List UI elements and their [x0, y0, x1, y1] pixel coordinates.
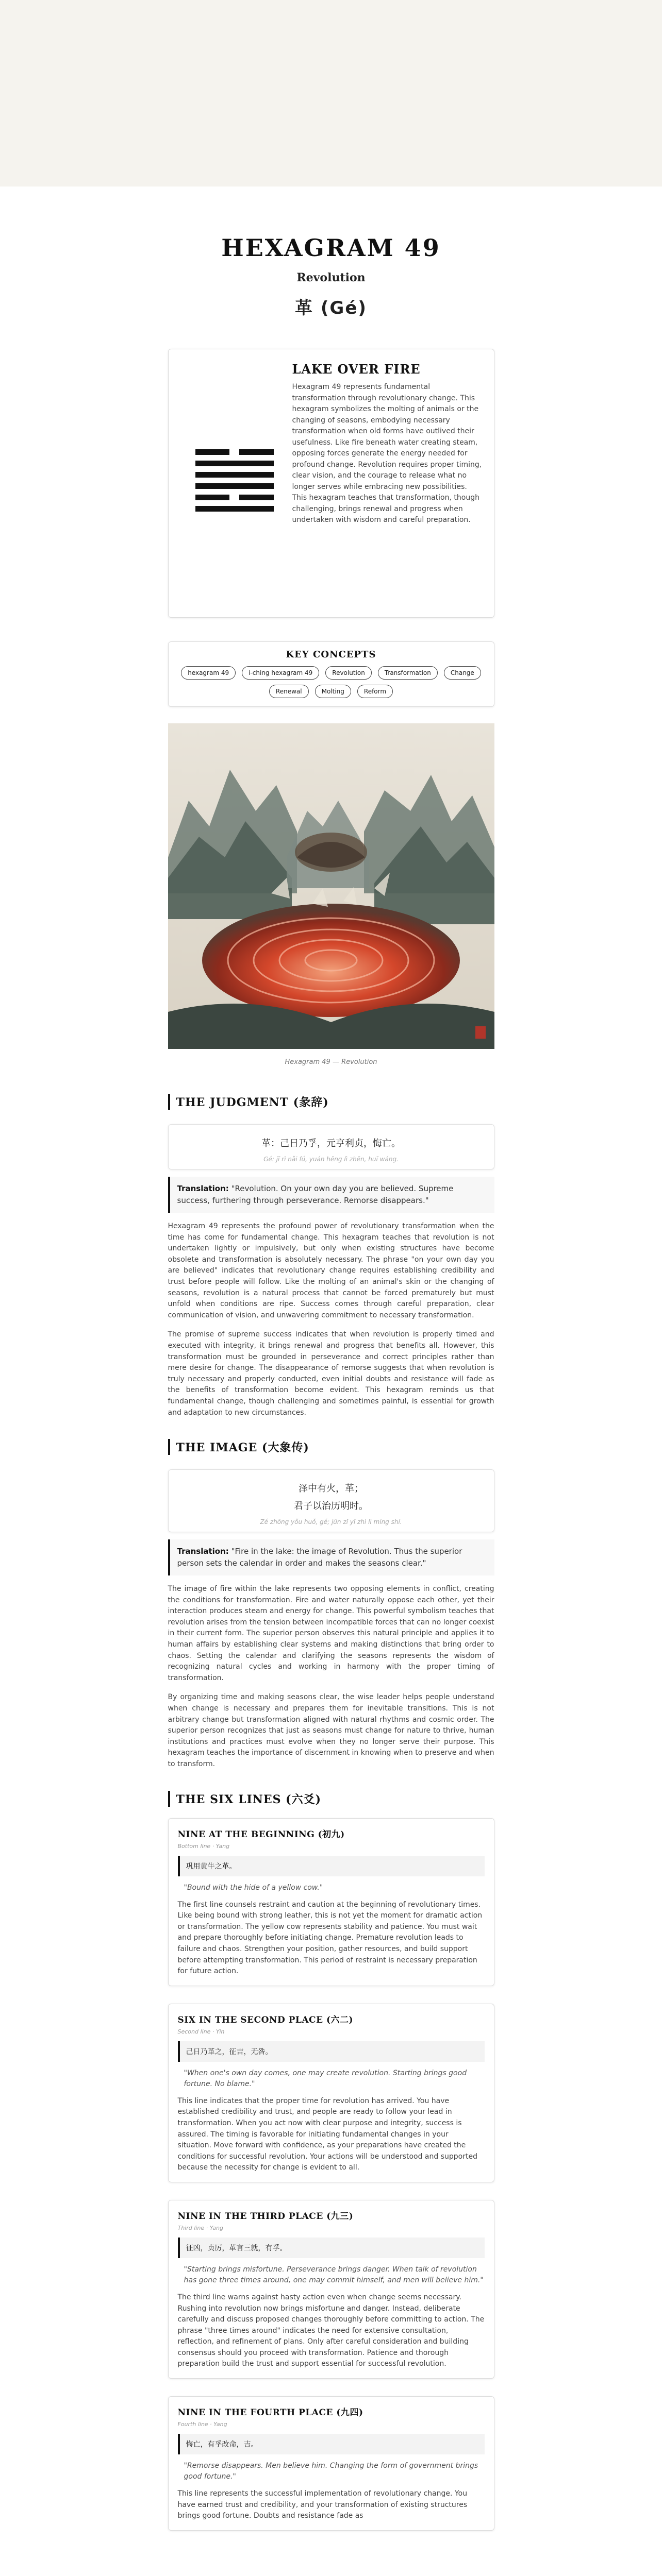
concept-tag[interactable]: Revolution [325, 666, 372, 680]
judgment-quote [168, 1124, 494, 1170]
hexagram-line-6 [195, 449, 274, 455]
trigram-card [168, 349, 494, 618]
image-paragraph: By organizing time and making seasons clear, the wise leader helps people understand when change is necessary and prepares them for inevitable transitions. This is not arbitrary change but transformation aligned with natural rhythms and cosmic order. The superior person recognizes that just as seasons must change for nature to thrive, human institutions and practices must evolve when they no longer serve their purpose. This hexagram teaches the importance of discernment in knowing when to preserve and when to transform. [168, 1693, 494, 1768]
concept-tag[interactable]: hexagram 49 [181, 666, 236, 680]
hexagram-illustration [168, 723, 494, 1049]
image-paragraph: The image of fire within the lake represents two opposing elements in conflict, creating the conditions for transformation. Fire and water naturally oppose each other, yet their interaction produces steam and energy for change. This powerful symbolism teaches that revolution arises from the tension between incompatible forces that can no longer coexist in their current form. The superior person observes this natural principle and applies it to human affairs by establishing clear systems and making distinctions that bring order to chaos. Setting the calendar and clarifying the seasons represents the wisdom of recognizing natural cycles and working in harmony with the proper timing of transformation. [168, 1585, 494, 1682]
line-card [168, 2004, 494, 2182]
image-chinese-line: 君子以治历明时。 [294, 1501, 368, 1512]
line-position: Second line · Yin [177, 2028, 225, 2035]
line-english: "Starting brings misfortune. Perseverance brings danger. When talk of revolution has gone three times around, one may commit himself, and men will believe him." [184, 2265, 484, 2284]
line-card [168, 1818, 494, 1986]
line-english: "When one's own day comes, one may create revolution. Starting brings good fortune. No blame." [184, 2069, 467, 2088]
line-english: "Bound with the hide of a yellow cow." [184, 1883, 323, 1892]
judgment-paragraph: The promise of supreme success indicates that when revolution is properly timed and executed with integrity, it brings renewal and progress that benefits all. However, this transformation must be grounded in perseverance and correct principles rather than mere desire for change. The disappearance of remorse suggests that when revolution is truly necessary and properly conducted, even initial doubts and resistance will fade as the benefits of transformation become evident. This hexagram reminds us that fundamental change, though challenging and sometimes painful, is essential for growth and adaptation to new circumstances. [168, 1330, 494, 1417]
page-subtitle: Revolution [296, 271, 366, 284]
key-concepts-title: KEY CONCEPTS [286, 649, 376, 660]
line-card [168, 2200, 494, 2379]
chinese-name: 革 (Gé) [295, 298, 367, 318]
concept-tag[interactable]: i-ching hexagram 49 [242, 666, 319, 680]
line-description: The first line counsels restraint and caution at the beginning of revolutionary times. Like being bound with strong leather, this is not yet the moment for dramatic action or transformation. The yellow cow represents stability and patience. You must wait and prepare thoroughly before initiating change. Premature revolution leads to failure and chaos. Strengthen your position, gather resources, and build support before attempting transformation. This period of restraint is necessary preparation for future action. [177, 1900, 483, 1976]
judgment-paragraph: Hexagram 49 represents the profound power of revolutionary transformation when the time has come for fundamental change. This hexagram teaches that revolution is not undertaken lightly or impulsively, but only when existing structures have become obsolete and transformation is absolutely necessary. The phrase "on your own day you are believed" indicates that revolutionary change requires establishing credibility and trust before people will follow. Like the molting of an animal's skin or the changing of seasons, revolution is a natural process that cannot be forced prematurely but must unfold when conditions are ripe. Success comes through careful preparation, clear communication of vision, and unwavering commitment to necessary transformation. [168, 1222, 494, 1319]
line-chinese: 征凶，贞厉，革言三就，有孚。 [178, 2238, 485, 2258]
trigram-description: Hexagram 49 represents fundamental transformation through revolutionary change. This hexagram symbolizes the molting of animals or the changing of seasons, embodying necessary transformation when old forms have outlived their usefulness. Like fire beneath water creating steam, opposing forces generate the energy needed for profound change. Revolution requires proper timing, clear vision, and the courage to release what no longer serves while embracing new possibilities. This hexagram teaches that transformation, though challenging, brings renewal and progress when undertaken with wisdom and careful preparation. [292, 383, 482, 524]
image-heading: THE IMAGE (大象传) [168, 1439, 494, 1455]
hexagram-line-5 [195, 461, 274, 466]
line-title: NINE AT THE BEGINNING (初九) [177, 1829, 345, 1840]
judgment-heading: THE JUDGMENT (彖辞) [168, 1094, 494, 1110]
top-banner [0, 0, 662, 187]
translation-label: Translation: [177, 1547, 229, 1556]
judgment-chinese: 革：己日乃孚，元亨利贞，悔亡。 [261, 1138, 401, 1149]
hexagram-symbol [180, 359, 289, 608]
line-chinese: 巩用黄牛之革。 [178, 1856, 485, 1876]
image-chinese-line: 泽中有火，革； [299, 1483, 363, 1495]
hexagram-line-1 [195, 506, 274, 512]
image-quote [168, 1469, 494, 1532]
hexagram-line-4 [195, 472, 274, 478]
key-concepts-card [168, 641, 494, 707]
translation-text: "Fire in the lake: the image of Revolution. Thus the superior person sets the calendar in order and makes the seasons clear." [177, 1547, 462, 1568]
six-lines-section [168, 1791, 494, 1807]
trigram-title: LAKE OVER FIRE [292, 362, 421, 377]
illustration-caption: Hexagram 49 — Revolution [285, 1058, 377, 1066]
concept-tag[interactable]: Molting [315, 685, 351, 698]
image-pinyin: Zé zhōng yǒu huǒ, gé; jūn zǐ yǐ zhì lì míng shí. [260, 1518, 402, 1526]
line-position: Bottom line · Yang [177, 1842, 230, 1850]
hexagram-line-2 [195, 495, 274, 500]
image-translation [168, 1539, 494, 1575]
translation-label: Translation: [177, 1184, 229, 1193]
judgment-section [168, 1094, 494, 1418]
translation-text: "Revolution. On your own day you are believed. Supreme success, furthering through perseverance. Remorse disappears." [177, 1184, 454, 1205]
line-card [168, 2396, 494, 2531]
line-chinese: 己日乃革之，征吉，无咎。 [178, 2041, 485, 2062]
line-description: This line indicates that the proper time for revolution has arrived. You have established credibility and trust, and people are ready to follow your lead in transformation. When you act now with clear purpose and integrity, success is assured. The timing is favorable for initiating fundamental changes in your situation. Move forward with confidence, as your preparations have created the conditions for successful revolution. Your actions will be understood and supported because the necessity for change is evident to all. [177, 2096, 477, 2172]
line-title: SIX IN THE SECOND PLACE (六二) [177, 2014, 354, 2025]
line-description: This line represents the successful implementation of revolutionary change. You have earned trust and credibility, and your transformation of existing structures brings good fortune. Doubts and resistance fade as [177, 2489, 468, 2520]
page-title: HEXAGRAM 49 [221, 234, 441, 262]
image-section [168, 1439, 494, 1770]
concept-tag[interactable]: Renewal [269, 685, 309, 698]
six-lines-heading: THE SIX LINES (六爻) [168, 1791, 494, 1807]
judgment-pinyin: Gé: jǐ rì nǎi fú, yuán hēng lì zhēn, huǐ wáng. [263, 1156, 399, 1163]
concept-tag[interactable]: Change [444, 666, 481, 680]
line-title: NINE IN THE THIRD PLACE (九三) [177, 2211, 354, 2222]
line-chinese: 悔亡，有孚改命，吉。 [178, 2434, 485, 2454]
line-english: "Remorse disappears. Men believe him. Changing the form of government brings good fortune." [184, 2462, 478, 2481]
line-position: Fourth line · Yang [177, 2421, 227, 2428]
concept-tag[interactable]: Reform [357, 685, 393, 698]
concept-tag[interactable]: Transformation [378, 666, 438, 680]
line-description: The third line warns against hasty action even when change seems necessary. Rushing into revolution now brings misfortune and danger. Instead, deliberate carefully and discuss proposed changes thoroughly before committing to action. The phrase "three times around" indicates the need for extensive consultation, reflection, and refinement of plans. Only after careful consideration and building consensus should you proceed with transformation. Patience and thorough preparation build the trust and support essential for successful revolution. [177, 2293, 485, 2368]
hexagram-line-3 [195, 483, 274, 489]
line-position: Third line · Yang [177, 2224, 223, 2231]
judgment-translation [168, 1177, 494, 1213]
line-title: NINE IN THE FOURTH PLACE (九四) [177, 2408, 363, 2418]
